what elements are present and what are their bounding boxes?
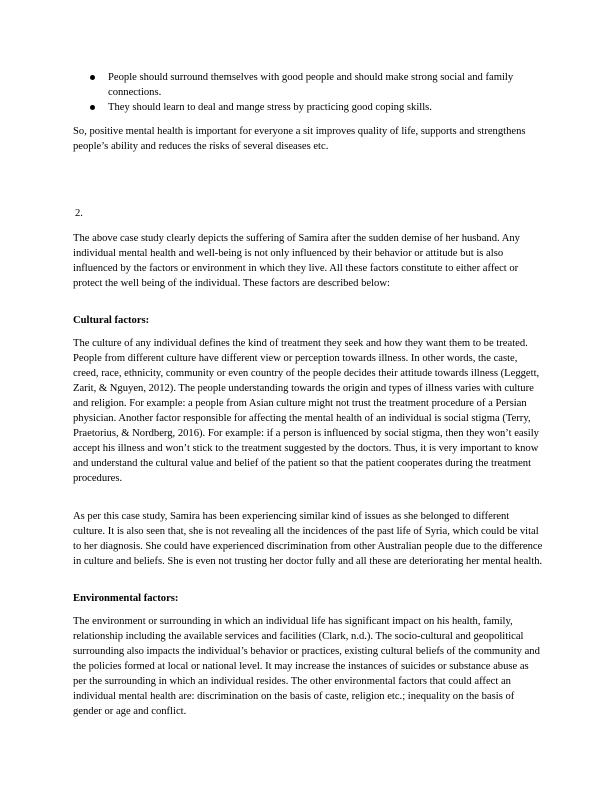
list-item	[73, 100, 543, 115]
bullet-text: People should surround themselves with good people and should make strong social and family connections.	[108, 72, 514, 98]
bullet-icon	[90, 75, 95, 80]
summary-paragraph: So, positive mental health is important for everyone a sit improves quality of life, supports and strengthens people’s ability and reduces the risks of several diseases etc.	[73, 126, 526, 152]
environmental-paragraph-1: The environment or surrounding in which an individual life has significant impact on his health, family, relationship including the available services and facilities (Clark, n.d.). The socio-cultural and geopolitical surrounding also impacts the individual’s behavior or practices, existing cultural beliefs of the community and the policies formed at local or national level. It may increase the instances of suicides or substance abuse as per the surrounding in which an individual resides. The other environmental factors that could affect an individual mental health are: discrimination on the basis of caste, religion etc.; inequality on the basis of gender or age and conflict.	[73, 616, 540, 717]
bullet-text: They should learn to deal and mange stress by practicing good coping skills.	[108, 102, 432, 113]
cultural-paragraph-2: As per this case study, Samira has been experiencing similar kind of issues as she belonged to different culture. It is also seen that, she is not revealing all the incidences of the past life of Syria, which could be vital to her diagnosis. She could have experienced discrimination from other Australian people due to the difference in culture and beliefs. She is even not trusting her doctor fully and all these are deteriorating her mental health.	[73, 511, 543, 567]
environmental-factors-heading: Environmental factors:	[73, 593, 179, 604]
cultural-factors-heading: Cultural factors:	[73, 315, 150, 326]
intro-paragraph: The above case study clearly depicts the suffering of Samira after the sudden demise of her husband. Any individual mental health and well-being is not only influenced by their behavior or attitude but is also influenced by the factors or environment in which they live. All these factors constitute to either affect or protect the well being of the individual. These factors are described below:	[73, 233, 520, 289]
bullet-list	[73, 70, 543, 115]
section-number: 2.	[75, 208, 83, 219]
list-item	[73, 70, 543, 100]
cultural-paragraph-1: The culture of any individual defines the kind of treatment they seek and how they want them to be treated. People from different culture have different view or perception towards illness. In other words, the caste, creed, race, ethnicity, community or even country of the people decides their attitude towards illness (Leggett, Zarit, & Nguyen, 2012). The people understanding towards the origin and types of illness varies with culture and religion. For example: a people from Asian culture might not trust the treatment procedure of a Persian physician. Another factor responsible for affecting the mental health of an individual is social stigma (Terry, Praetorius, & Nordberg, 2016). For example: if a person is influenced by social stigma, then they won’t easily accept his illness and won’t stick to the treatment suggested by the doctors. Thus, it is very important to know and understand the cultural value and belief of the patient so that the patient cooperates during the treatment procedures.	[73, 338, 540, 484]
bullet-icon	[90, 105, 95, 110]
